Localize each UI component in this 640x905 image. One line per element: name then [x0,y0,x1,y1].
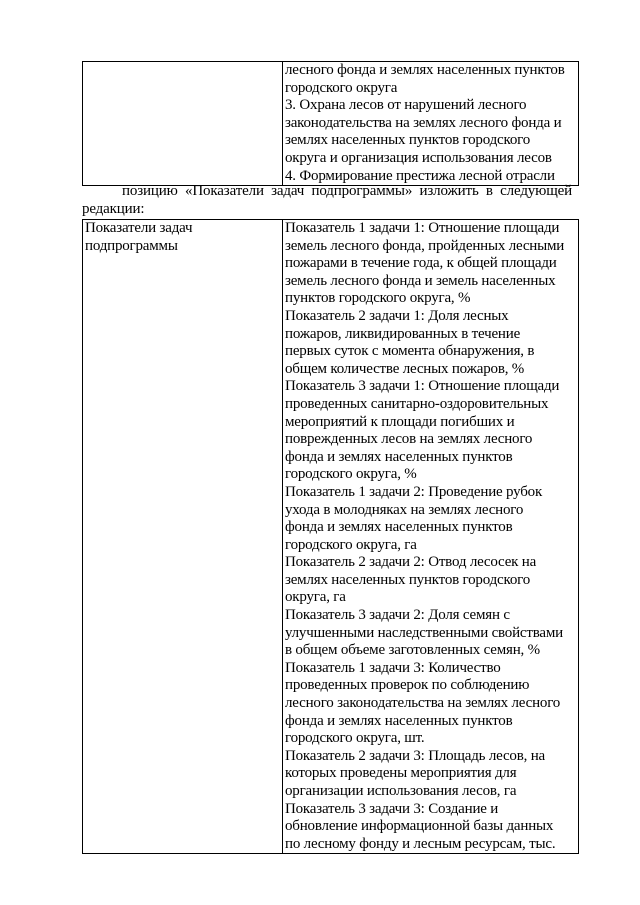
text-line: Показатель 1 задачи 2: Проведение рубок [285,483,543,500]
text-line: пожарами в течение года, к общей площади [285,255,557,272]
text-line: пожаров, ликвидированных в течение [285,325,521,342]
text-line: городского округа, % [285,466,417,483]
text-line: улучшенными наследственными свойствами [285,624,564,641]
text-line: 3. Охрана лесов от нарушений лесного [285,97,527,114]
text-line: по лесному фонду и лесным ресурсам, тыс. [285,835,556,852]
text-line: земель лесного фонда и земель населенных [285,272,556,289]
text-line: Показатель 2 задачи 1: Доля лесных [285,307,509,324]
text-line: городского округа, шт. [285,730,425,747]
text-line: городского округа [285,79,398,96]
text-line: Показатель 1 задачи 1: Отношение площади [285,220,560,236]
text-line: Показатель 3 задачи 3: Создание и [285,800,499,817]
indicators-label-cell [83,220,283,854]
text-line: землях населенных пунктов городского [285,132,530,149]
top-table-right-cell [283,62,579,186]
indicators-table [82,219,579,854]
text-line: Показатель 3 задачи 1: Отношение площади [285,378,560,395]
text-line: округа и организация использования лесов [285,149,552,166]
text-line: фонда и землях населенных пунктов [285,712,513,729]
text-line: организации использования лесов, га [285,783,517,799]
indicators-row [83,220,579,854]
top-table-row [83,62,579,186]
text-line: пунктов городского округа, % [285,290,471,307]
text-line: лесного фонда и землях населенных пунктов [285,62,565,78]
text-line: поврежденных лесов на землях лесного [285,431,533,448]
instruction-paragraph [82,183,572,218]
indicators-value-cell [283,220,579,854]
text-line: обновление информационной базы данных [285,818,554,835]
text-line: ухода в молодняках на землях лесного [285,501,524,518]
text-line: первых суток с момента обнаружения, в [285,343,535,360]
text-line: проведенных санитарно-оздоровительных [285,395,549,412]
text-line: округа, га [285,589,346,606]
text-line: Показатель 2 задачи 3: Площадь лесов, на [285,747,545,764]
top-table [82,61,579,186]
text-line: земель лесного фонда, пройденных лесными [285,237,565,254]
text-line: Показатель 3 задачи 2: Доля семян с [285,607,510,624]
text-line: Показатель 1 задачи 3: Количество [285,659,501,676]
text-line: которых проведены мероприятия для [285,765,517,782]
text-line: фонда и землях населенных пунктов [285,448,513,465]
text-line: мероприятий к площади погибших и [285,413,515,430]
label-line: Показатели задач [85,220,193,236]
text-line: городского округа, га [285,536,417,553]
text-line: Показатель 2 задачи 2: Отвод лесосек на [285,554,537,571]
top-table-left-cell [83,62,283,186]
paragraph-line: позицию «Показатели задач подпрограммы» изложить в следующей [122,183,572,199]
text-line: землях населенных пунктов городского [285,571,530,588]
label-line: подпрограммы [85,237,178,254]
text-line: в общем объеме заготовленных семян, % [285,642,540,659]
text-line: 4. Формирование престижа лесной отрасли [285,167,555,184]
paragraph-line: редакции: [82,200,145,217]
text-line: лесного законодательства на землях лесного [285,695,561,712]
text-line: общем количестве лесных пожаров, % [285,360,525,377]
text-line: законодательства на землях лесного фонда и [285,114,562,131]
text-line: проведенных проверок по соблюдению [285,677,530,694]
text-line: фонда и землях населенных пунктов [285,519,513,536]
